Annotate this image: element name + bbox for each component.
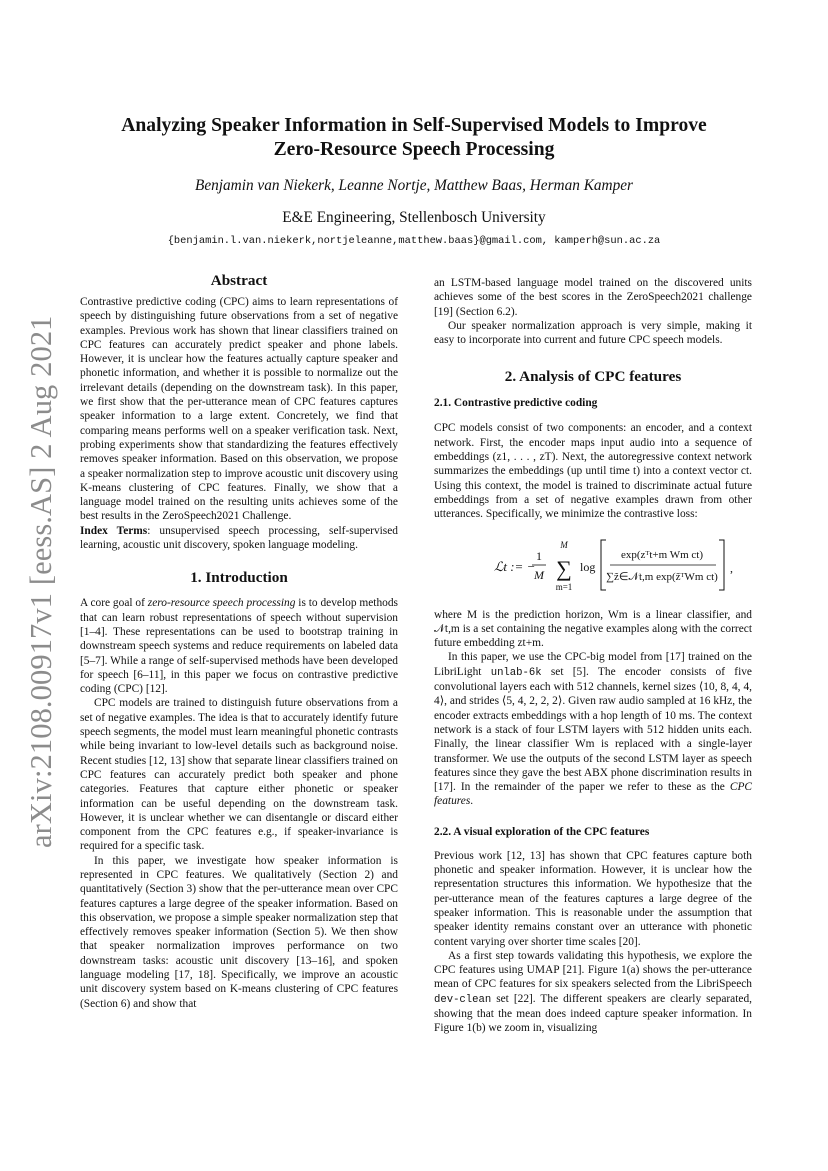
equation-explanation-paragraph: where M is the prediction horizon, Wm is a linear classifier, and 𝒩t,m is a set containing the negative examples along with the correct future embedding zt+m. (434, 608, 752, 650)
equation-graphic (434, 528, 752, 602)
right-paragraph-2: Our speaker normalization approach is very simple, making it easy to incorporate into current and future CPC speech models. (434, 319, 752, 347)
intro-p1-emphasis: zero-resource speech processing (147, 597, 296, 610)
equation-frac-denominator: M (534, 567, 544, 582)
arxiv-identifier-stamp: arXiv:2108.00917v1 [eess.AS] 2 Aug 2021 (24, 315, 58, 848)
cpc-big-text-b: set [5]. The encoder consists of five convolutional layers each with 512 channels, kernel sizes ⟨10, 8, 4, 4, 4⟩, and strides ⟨5, 4, 2, 2, 2⟩. Given raw audio sampled at 16 kHz, the encoder extracts embeddings with a hop length of 10 ms. The context network is a stack of four LSTM layers with 512 hidden units each. Finally, the linear classifier Wm is replaced with a single-layer transformer. We use the outputs of the second LSTM layer as speech features since they gave the best ABX phone discrimination results in [17]. In the remainder of the paper we refer to these as the (434, 665, 752, 794)
umap-text-b: set [22]. The different speakers are clearly separated, showing that the mean does indeed capture speaker information. In Figure 1(b) we zoom in, visualizing (434, 992, 752, 1035)
index-terms (80, 524, 398, 553)
dataset-name-unlab: unlab-6k (490, 666, 542, 679)
equation-sum-upper: M (560, 539, 568, 550)
affiliation: E&E Engineering, Stellenbosch University (282, 209, 546, 226)
intro-paragraph-2: CPC models are trained to distinguish future observations from a set of negative examples. The idea is that to accurately identify future speech segments, the model must learn meaningful phonetic contrasts while being invariant to low-level details such as background noise. Recent studies [12, 13] show that separate linear classifiers trained on CPC features can accurately predict both speaker and phone categories. Features that capture either phonetic or speaker information can be useful depending on the downstream task. However, it is unclear whether we can disentangle or discard either component from the CPC features e.g., if speaker-invariance is required for a specific task. (80, 697, 398, 853)
equation-inner-denominator: ∑z̃∈𝒩t,m exp(z̃ᵀWm ct) (606, 570, 718, 583)
umap-text-a: As a first step towards validating this hypothesis, we explore the CPC features using UMAP [21]. Figure 1(a) shows the per-utterance mean of CPC features for six speakers selected from the LibriSpeech (434, 949, 752, 991)
subsection-2-1-heading: 2.1. Contrastive predictive coding (434, 397, 598, 410)
title-line-1: Analyzing Speaker Information in Self-Supervised Models to Improve (121, 115, 707, 136)
visual-exploration-paragraph-2 (434, 949, 752, 1036)
intro-p1-text-a: A core goal of (80, 597, 148, 610)
contrastive-loss-equation (434, 528, 752, 602)
abstract-heading: Abstract (210, 272, 268, 289)
cpc-big-paragraph (434, 650, 752, 808)
author-list: Benjamin van Niekerk, Leanne Nortje, Matthew Baas, Herman Kamper (194, 177, 633, 194)
equation-tail: , (730, 560, 733, 575)
introduction-heading: 1. Introduction (190, 569, 288, 587)
title-line-2: Zero-Resource Speech Processing (273, 139, 555, 160)
intro-paragraph-1 (80, 596, 398, 696)
visual-exploration-paragraph-1: Previous work [12, 13] has shown that CPC features capture both phonetic and speaker information. However, it is unclear how the representation structures this information. We hypothesize that the per-utterance mean of the features captures a large degree of the speaker information. This is reasonable under the assumption that speaker identity remains constant over an utterance with phonetic content varying over shorter time scales [20]. (434, 849, 752, 948)
equation-lhs: ℒt := − (494, 558, 536, 574)
index-terms-text: : unsupervised speech processing, self-supervised learning, acoustic unit discovery, spoken language modeling. (80, 524, 398, 552)
index-terms-label: Index Terms (80, 524, 148, 537)
cpc-features-term: CPC features (434, 781, 752, 808)
equation-inner-numerator: exp(zᵀt+m Wm ct) (620, 548, 704, 561)
left-column (80, 272, 398, 1011)
right-paragraph-1: an LSTM-based language model trained on the discovered units achieves some of the best scores in the ZeroSpeech2021 challenge [19] (Section 6.2). (434, 277, 752, 318)
analysis-heading: 2. Analysis of CPC features (504, 368, 682, 386)
equation-log: log (580, 559, 596, 574)
cpc-description-paragraph: CPC models consist of two components: an encoder, and a context network. First, the encoder maps input audio into a sequence of embeddings (z1, . . . , zT). Next, the autoregressive context network summarizes the embeddings (up until time t) into a context vector ct. Using this context, the model is trained to discriminate actual future embeddings from a set of negative examples drawn from other utterances. Specifically, we minimize the contrastive loss: (434, 422, 752, 521)
equation-sum-lower: m=1 (555, 581, 573, 592)
abstract-body: Contrastive predictive coding (CPC) aims to learn representations of speech by distinguishing future observations from a set of negative examples. Previous work has shown that linear classifiers trained on CPC features can accurately predict speaker and phone labels. However, it is unclear how the features actually capture speaker and phonetic information, and whether it is possible to normalize out the irrelevant details (depending on the downstream task). In this paper, we first show that the per-utterance mean of CPC features captures speaker information to a large extent. Concretely, we find that comparing means performs well on a speaker verification task. Next, probing experiments show that standardizing the features effectively removes speaker information. Based on this observation, we propose a speaker normalization step to improve acoustic unit discovery using K-means clustering of CPC features. Finally, we show that a language model trained on the resulting units achieves some of the best results in the ZeroSpeech2021 Challenge. (80, 296, 398, 523)
cpc-big-text-c: . (470, 795, 474, 808)
right-column (434, 276, 752, 1036)
cpc-big-text-a: In this paper, we use the CPC-big model from [17] trained on the LibriLight (434, 651, 752, 678)
intro-p1-text-b: is to develop methods that can learn robust representations of speech without supervision [1–4]. These representations can be used to bootstrap training in downstream speech systems and reduce requirements on labeled data [5–7]. While a range of self-supervised methods have been developed for speech [6–11], in this paper we focus on contrastive predictive coding (CPC) [12]. (80, 597, 398, 696)
paper-title (90, 114, 738, 162)
dataset-name-dev-clean: dev-clean (434, 993, 492, 1006)
intro-paragraph-3: In this paper, we investigate how speaker information is represented in CPC features. We qualitatively (Section 2) and quantitatively (Section 3) show that the per-utterance mean over CPC features captures a large degree of the speaker information. Based on this observation, we propose a simple speaker normalization step that effectively removes speaker information (Section 5). We then show that speaker normalization improves performance on two downstream tasks: acoustic unit discovery [13–16], and spoken language modeling [17, 18]. Specifically, we improve an acoustic unit discovery system based on K-means clustering of CPC features (Section 6) and show that (80, 854, 398, 1010)
equation-frac-numerator: 1 (536, 548, 542, 563)
author-emails: {benjamin.l.van.niekerk,nortjeleanne,matthew.baas}@gmail.com, kamperh@sun.ac.za (167, 235, 661, 247)
equation-sum-sign: ∑ (556, 555, 572, 581)
subsection-2-2-heading: 2.2. A visual exploration of the CPC features (434, 825, 650, 838)
